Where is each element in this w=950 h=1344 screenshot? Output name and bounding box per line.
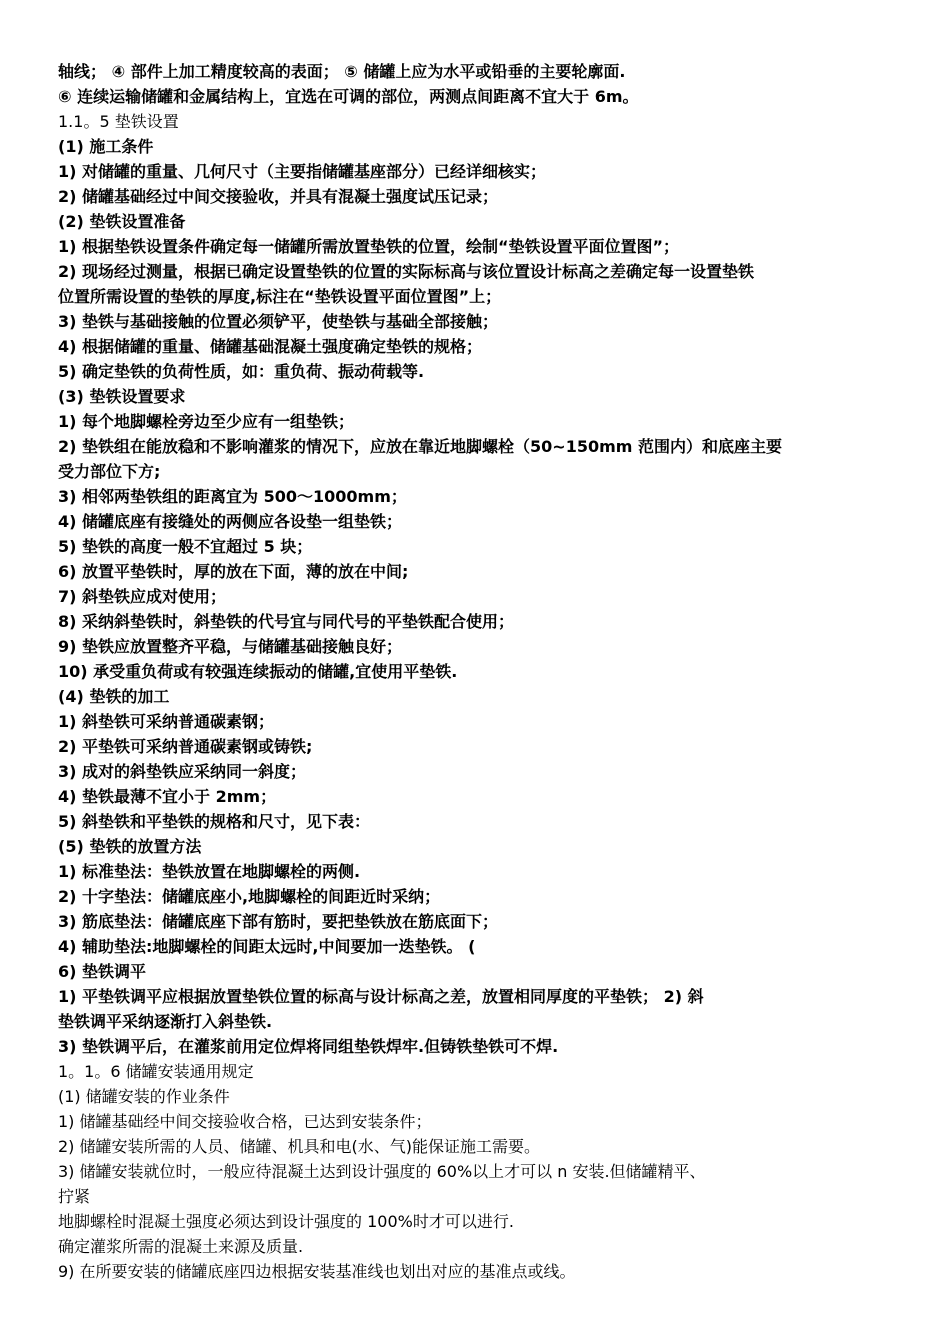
text-line: 8) 采纳斜垫铁时，斜垫铁的代号宜与同代号的平垫铁配合使用； bbox=[58, 612, 515, 631]
text-line: 3) 相邻两垫铁组的距离宜为 500～1000mm； bbox=[58, 487, 407, 506]
text-line: 2) 储罐安装所需的人员、储罐、机具和电(水、气)能保证施工需要。 bbox=[58, 1137, 540, 1156]
text-line: 3) 垫铁调平后，在灌浆前用定位焊将同组垫铁焊牢.但铸铁垫铁可不焊. bbox=[58, 1037, 559, 1056]
text-line: 3) 垫铁与基础接触的位置必须铲平，使垫铁与基础全部接触； bbox=[58, 312, 499, 331]
text-line: 3) 成对的斜垫铁应采纳同一斜度； bbox=[58, 762, 307, 781]
text-line: 3) 储罐安装就位时，一般应待混凝土达到设计强度的 60%以上才可以 n 安装.但储罐精平、 bbox=[58, 1162, 706, 1181]
text-line: 2) 垫铁组在能放稳和不影响灌浆的情况下，应放在靠近地脚螺栓（50~150mm 范围内）和底座主要 bbox=[58, 437, 783, 456]
text-line: 9) 在所要安装的储罐底座四边根据安装基准线也划出对应的基准点或线。 bbox=[58, 1262, 576, 1281]
text-line: 2) 平垫铁可采纳普通碳素钢或铸铁; bbox=[58, 737, 313, 756]
text-line: 6) 放置平垫铁时，厚的放在下面，薄的放在中间; bbox=[58, 562, 409, 581]
text-line: 2) 储罐基础经过中间交接验收，并具有混凝土强度试压记录； bbox=[58, 187, 499, 206]
text-line: 轴线； ④ 部件上加工精度较高的表面； ⑤ 储罐上应为水平或铅垂的主要轮廓面. bbox=[58, 62, 626, 81]
subsection-heading: (5) 垫铁的放置方法 bbox=[58, 837, 202, 856]
text-line: 1) 根据垫铁设置条件确定每一储罐所需放置垫铁的位置，绘制“垫铁设置平面位置图”； bbox=[58, 237, 680, 256]
text-line: 1) 平垫铁调平应根据放置垫铁位置的标高与设计标高之差，放置相同厚度的平垫铁； 2) 斜 bbox=[58, 987, 704, 1006]
subsection-heading: (4) 垫铁的加工 bbox=[58, 687, 170, 706]
text-line: 1) 对储罐的重量、几何尺寸（主要指储罐基座部分）已经详细核实； bbox=[58, 162, 547, 181]
section-heading: 1。1。6 储罐安装通用规定 bbox=[58, 1062, 254, 1081]
text-line: 1) 每个地脚螺栓旁边至少应有一组垫铁； bbox=[58, 412, 355, 431]
text-line: 5) 斜垫铁和平垫铁的规格和尺寸，见下表： bbox=[58, 812, 371, 831]
text-line: 1) 标准垫法：垫铁放置在地脚螺栓的两侧. bbox=[58, 862, 361, 881]
text-line: 10) 承受重负荷或有较强连续振动的储罐,宜使用平垫铁. bbox=[58, 662, 458, 681]
text-line: 1) 斜垫铁可采纳普通碳素钢； bbox=[58, 712, 275, 731]
text-line: 9) 垫铁应放置整齐平稳，与储罐基础接触良好； bbox=[58, 637, 403, 656]
text-line: 垫铁调平采纳逐渐打入斜垫铁. bbox=[58, 1012, 273, 1031]
section-heading: 1.1。5 垫铁设置 bbox=[58, 112, 179, 131]
text-line: 3) 筋底垫法：储罐底座下部有筋时，要把垫铁放在筋底面下； bbox=[58, 912, 499, 931]
text-line: 1) 储罐基础经中间交接验收合格，已达到安装条件； bbox=[58, 1112, 432, 1131]
text-line: 地脚螺栓时混凝土强度必须达到设计强度的 100%时才可以进行. bbox=[58, 1212, 514, 1231]
text-line: 4) 辅助垫法:地脚螺栓的间距太远时,中间要加一迭垫铁。 ( bbox=[58, 937, 476, 956]
text-line: 4) 根据储罐的重量、储罐基础混凝土强度确定垫铁的规格； bbox=[58, 337, 483, 356]
text-line: 位置所需设置的垫铁的厚度,标注在“垫铁设置平面位置图”上； bbox=[58, 287, 502, 306]
text-line: ⑥ 连续运输储罐和金属结构上，宜选在可调的部位，两测点间距离不宜大于 6m。 bbox=[58, 87, 639, 106]
text-line: 5) 垫铁的高度一般不宜超过 5 块； bbox=[58, 537, 313, 556]
text-line: 5) 确定垫铁的负荷性质，如：重负荷、振动荷载等. bbox=[58, 362, 425, 381]
text-line: 7) 斜垫铁应成对使用； bbox=[58, 587, 227, 606]
subsection-heading: (1) 施工条件 bbox=[58, 137, 154, 156]
subsection-heading: (3) 垫铁设置要求 bbox=[58, 387, 186, 406]
text-line: 4) 垫铁最薄不宜小于 2mm； bbox=[58, 787, 277, 806]
text-line: 拧紧 bbox=[58, 1187, 91, 1206]
text-line: 2) 十字垫法：储罐底座小,地脚螺栓的间距近时采纳； bbox=[58, 887, 441, 906]
subsection-heading: (1) 储罐安装的作业条件 bbox=[58, 1087, 230, 1106]
text-line: 4) 储罐底座有接缝处的两侧应各设垫一组垫铁； bbox=[58, 512, 403, 531]
text-line: 确定灌浆所需的混凝土来源及质量. bbox=[58, 1237, 304, 1256]
text-line: 2) 现场经过测量，根据已确定设置垫铁的位置的实际标高与该位置设计标高之差确定每一设置垫铁 bbox=[58, 262, 755, 281]
subsection-heading: 6) 垫铁调平 bbox=[58, 962, 147, 981]
text-line: 受力部位下方; bbox=[58, 462, 161, 481]
subsection-heading: (2) 垫铁设置准备 bbox=[58, 212, 186, 231]
